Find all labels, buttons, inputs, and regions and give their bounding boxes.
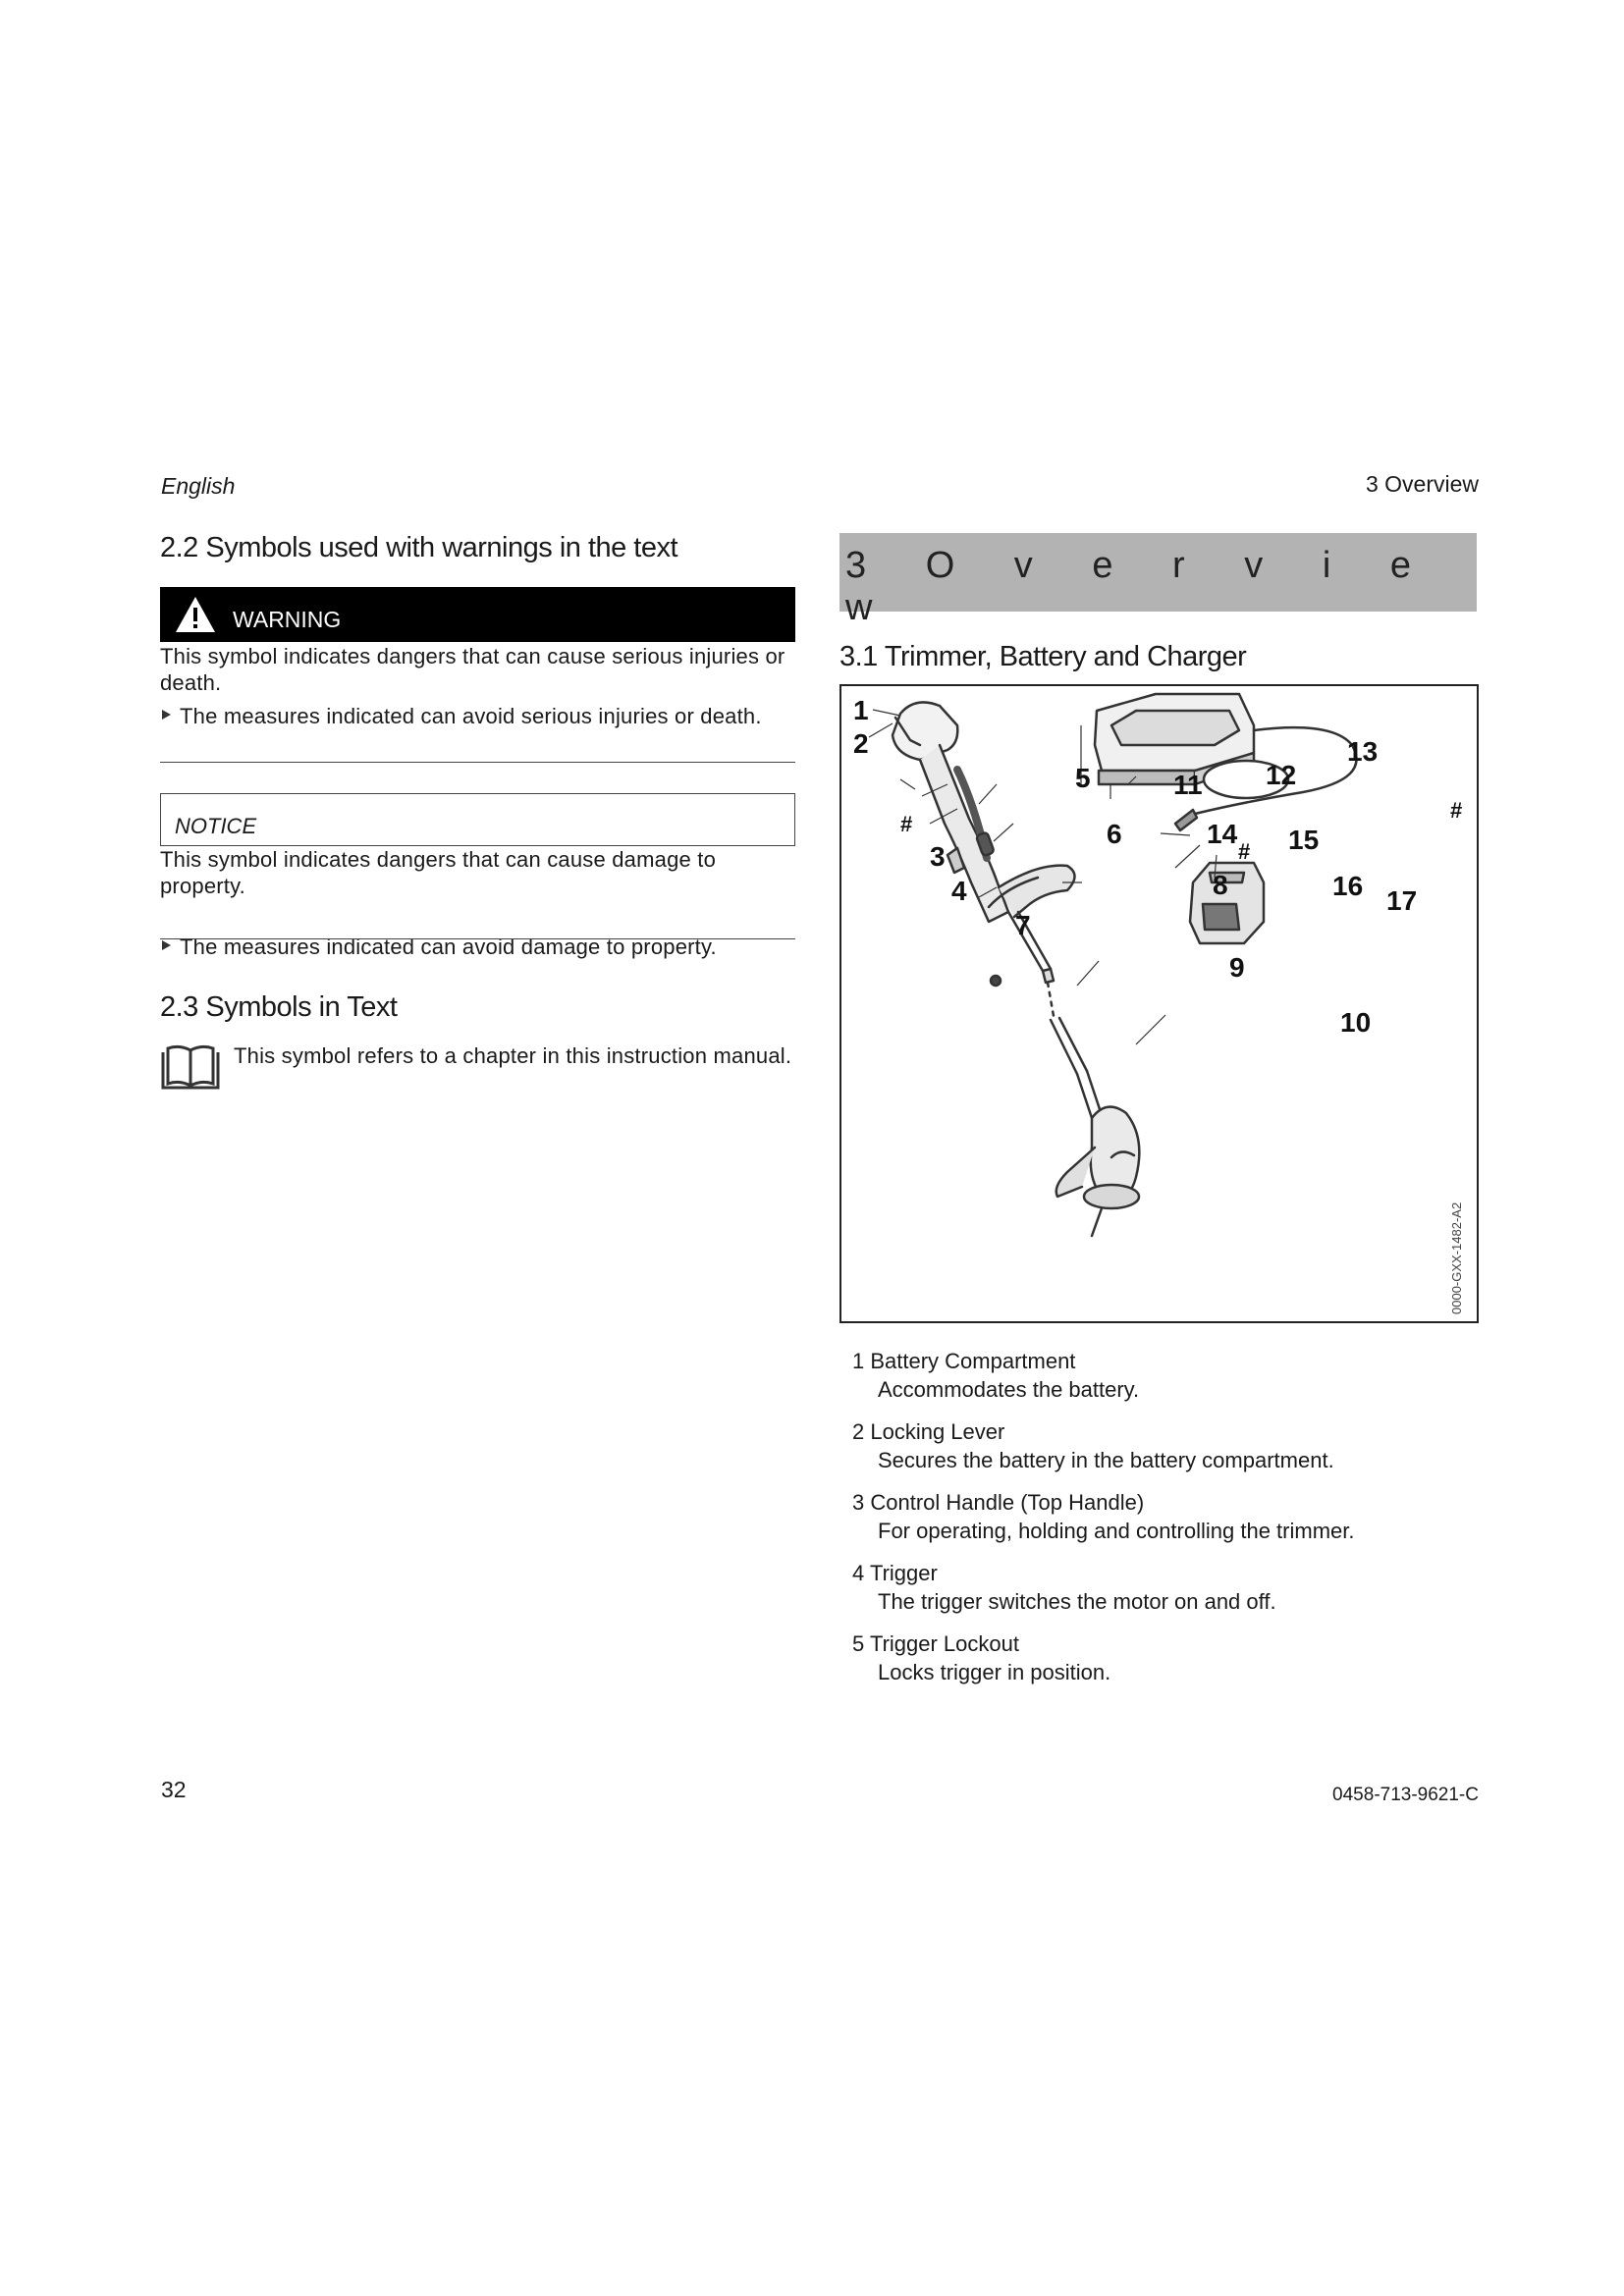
figure-code: 0000-GXX-1482-A2 xyxy=(1449,1201,1464,1314)
callout-hash: # xyxy=(900,812,913,836)
document-code: 0458-713-9621-C xyxy=(1332,1785,1479,1805)
warning-bar xyxy=(160,587,795,642)
item-description: The trigger switches the motor on and off. xyxy=(878,1589,1276,1614)
chapter-banner xyxy=(839,533,1477,628)
item-title: 5 Trigger Lockout xyxy=(852,1631,1019,1656)
warning-divider xyxy=(160,762,795,763)
warning-label: WARNING xyxy=(233,607,342,632)
item-title: 1 Battery Compartment xyxy=(852,1349,1076,1373)
callout-10: 10 xyxy=(1340,1007,1372,1038)
callout-13: 13 xyxy=(1347,736,1379,767)
book-symbol-text: This symbol refers to a chapter in this instruction manual. xyxy=(234,1043,792,1068)
item-description: Secures the battery in the battery compartment. xyxy=(878,1448,1334,1472)
chapter-title: 3 O v e r v i e w xyxy=(845,545,1435,628)
callout-hash: # xyxy=(1238,839,1251,864)
notice-box xyxy=(160,793,795,846)
warning-triangle-icon xyxy=(174,595,217,634)
item-title: 3 Control Handle (Top Handle) xyxy=(852,1490,1145,1515)
callout-5: 5 xyxy=(1075,763,1091,793)
callout-hash: # xyxy=(1450,798,1463,823)
book-icon xyxy=(160,1044,221,1094)
bullet-arrow-icon xyxy=(160,709,172,721)
notice-label: NOTICE xyxy=(175,814,257,838)
list-item xyxy=(852,1419,1481,1473)
notice-bullet-text: The measures indicated can avoid damage to property. xyxy=(180,934,717,959)
list-item xyxy=(852,1561,1481,1615)
warning-bullet xyxy=(160,703,779,729)
callout-11: 11 xyxy=(1173,770,1203,800)
item-description: Accommodates the battery. xyxy=(878,1377,1140,1402)
callout-17: 17 xyxy=(1386,885,1418,916)
callout-9: 9 xyxy=(1229,952,1245,983)
section-2-3-title: 2.3 Symbols in Text xyxy=(160,991,398,1023)
callout-4: 4 xyxy=(951,876,967,906)
item-description: For operating, holding and controlling the trimmer. xyxy=(878,1519,1355,1543)
notice-text: This symbol indicates dangers that can cause damage to property. xyxy=(160,847,716,898)
bullet-arrow-icon xyxy=(160,939,172,951)
callout-1: 1 xyxy=(853,695,869,725)
callout-6: 6 xyxy=(1107,819,1122,849)
callout-15: 15 xyxy=(1288,825,1320,855)
callout-3: 3 xyxy=(930,841,946,872)
item-description: Locks trigger in position. xyxy=(878,1660,1111,1684)
callout-8: 8 xyxy=(1213,870,1228,900)
warning-bullet-text: The measures indicated can avoid serious injuries or death. xyxy=(180,704,762,728)
notice-divider xyxy=(160,938,795,939)
page-number: 32 xyxy=(161,1777,187,1802)
callout-16: 16 xyxy=(1332,871,1364,901)
list-item xyxy=(852,1490,1481,1544)
callout-14: 14 xyxy=(1207,819,1238,849)
overview-figure xyxy=(839,684,1479,1323)
header-section: 3 Overview xyxy=(1365,471,1479,497)
list-item xyxy=(852,1349,1481,1403)
callout-12: 12 xyxy=(1266,760,1297,790)
warning-text: This symbol indicates dangers that can cause serious injuries or death. xyxy=(160,644,785,695)
header-language: English xyxy=(161,473,236,499)
item-title: 2 Locking Lever xyxy=(852,1419,1005,1444)
trimmer-illustration xyxy=(841,686,1477,1321)
component-list xyxy=(852,1349,1481,1685)
callout-7: 7 xyxy=(1015,910,1031,940)
list-item xyxy=(852,1631,1481,1685)
item-title: 4 Trigger xyxy=(852,1561,938,1585)
section-3-1-title: 3.1 Trimmer, Battery and Charger xyxy=(839,641,1247,672)
section-2-2-title: 2.2 Symbols used with warnings in the text xyxy=(160,532,678,563)
callout-2: 2 xyxy=(853,728,869,759)
